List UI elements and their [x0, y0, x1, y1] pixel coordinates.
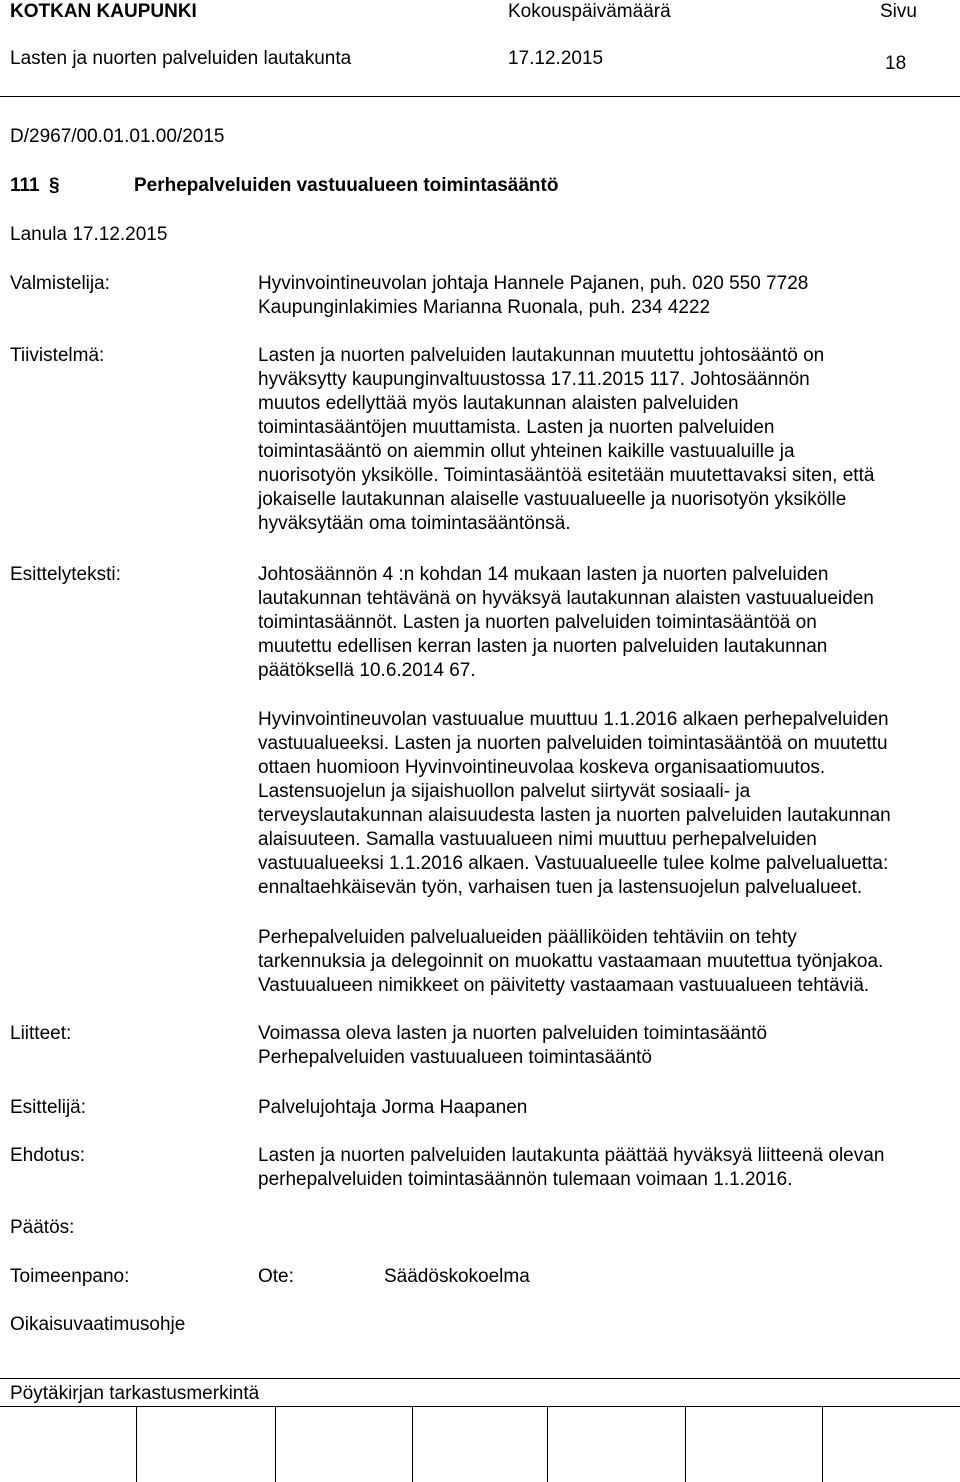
text-line: muutettu edellisen kerran lasten ja nuorten palveluiden lautakunnan — [258, 636, 828, 657]
text-line: ottaen huomioon Hyvinvointineuvolaa koskeva organisaatiomuutos. — [258, 757, 826, 778]
ote-label: Ote: — [258, 1266, 294, 1287]
signature-box-rule — [0, 1406, 960, 1407]
text-line: perhepalveluiden toimintasäännön tulemaan voimaan 1.1.2016. — [258, 1169, 793, 1190]
attachments-list — [258, 1022, 958, 1070]
oikaisuvaatimusohje: Oikaisuvaatimusohje — [10, 1314, 186, 1335]
tiivistelma-label: Tiivistelmä: — [10, 345, 105, 366]
text-line: lautakunnan tehtävänä on hyväksyä lautakunnan alaisten vastuualueiden — [258, 588, 874, 609]
item-title: Perhepalveluiden vastuualueen toimintasääntö — [134, 175, 559, 196]
valmistelija-value — [258, 272, 958, 320]
tiivistelma-text — [258, 344, 958, 536]
footer-rule — [0, 1378, 960, 1379]
liitteet-label: Liitteet: — [10, 1023, 72, 1044]
section-sign: § — [49, 175, 60, 196]
text-line: hyväksytty kaupunginvaltuustossa 17.11.2015 117. Johtosäännön — [258, 369, 810, 390]
text-line: Perhepalveluiden palvelualueiden päälliköiden tehtäviin on tehty — [258, 927, 797, 948]
attachment-item: Perhepalveluiden vastuualueen toimintasääntö — [258, 1047, 652, 1068]
text-line: Vastuualueen nimikkeet on päivitetty vastaamaan vastuualueen tehtäviä. — [258, 975, 870, 996]
valmistelija-label: Valmistelija: — [10, 273, 110, 294]
valmistelija-line: Kaupunginlakimies Marianna Ruonala, puh. 234 4222 — [258, 297, 711, 318]
text-line: vastuualueeksi. Lasten ja nuorten palveluiden toimintasääntöä on muutettu — [258, 733, 888, 754]
text-line: Lasten ja nuorten palveluiden lautakunnan muutettu johtosääntö on — [258, 345, 825, 366]
protocol-check-label: Pöytäkirjan tarkastusmerkintä — [10, 1383, 260, 1404]
text-line: toimintasääntö on aiemmin ollut yhteinen kaikille vastuualuille ja — [258, 441, 795, 462]
text-line: hyväksytään oma toimintasääntönsä. — [258, 513, 571, 534]
text-line: Hyvinvointineuvolan vastuualue muuttuu 1.1.2016 alkaen perhepalveluiden — [258, 709, 889, 730]
organization-name: KOTKAN KAUPUNKI — [10, 1, 197, 22]
text-line: terveyslautakunnan alaisuudesta lasten ja nuorten palveluiden lautakunnan — [258, 805, 891, 826]
ote-value: Säädöskokoelma — [384, 1266, 530, 1287]
text-line: nuorisotyön yksikölle. Toimintasääntöä esitetään muutettavaksi siten, että — [258, 465, 875, 486]
signature-box-divider — [547, 1406, 548, 1482]
esittely-paragraph-2 — [258, 708, 958, 900]
text-line: ennaltaehkäisevän työn, varhaisen tuen ja lastensuojelun palvelualueet. — [258, 877, 863, 898]
signature-box-divider — [412, 1406, 413, 1482]
text-line: tarkennuksia ja delegoinnit on muokattu vastaamaan muutettua työnjakoa. — [258, 951, 884, 972]
text-line: muutos edellyttää myös lautakunnan alaisten palveluiden — [258, 393, 739, 414]
meeting-date-label: Kokouspäivämäärä — [508, 1, 671, 22]
lanula-line: Lanula 17.12.2015 — [10, 224, 168, 245]
signature-box-divider — [275, 1406, 276, 1482]
ehdotus-label: Ehdotus: — [10, 1145, 85, 1166]
text-line: jokaiselle lautakunnan alaiselle vastuualueelle ja nuorisotyön yksikölle — [258, 489, 847, 510]
text-line: toimintasäännöt. Lasten ja nuorten palveluiden toimintasääntöä on — [258, 612, 817, 633]
toimeenpano-label: Toimeenpano: — [10, 1266, 130, 1287]
esittelyteksti-label: Esittelyteksti: — [10, 564, 121, 585]
text-line: vastuualueeksi 1.1.2016 alkaen. Vastuualueelle tulee kolme palvelualuetta: — [258, 853, 889, 874]
page-label: Sivu — [880, 1, 917, 22]
board-name: Lasten ja nuorten palveluiden lautakunta — [10, 48, 352, 69]
text-line: päätöksellä 10.6.2014 67. — [258, 660, 476, 681]
text-line: toimintasääntöjen muuttamista. Lasten ja nuorten palveluiden — [258, 417, 775, 438]
text-line: Lasten ja nuorten palveluiden lautakunta päättää hyväksyä liitteenä olevan — [258, 1145, 885, 1166]
diary-number: D/2967/00.01.01.00/2015 — [10, 126, 225, 147]
signature-box-divider — [822, 1406, 823, 1482]
item-number: 111 — [10, 175, 40, 196]
esittelija-label: Esittelijä: — [10, 1097, 87, 1118]
text-line: alaisuuteen. Samalla vastuualueen nimi muuttuu perhepalveluiden — [258, 829, 817, 850]
valmistelija-line: Hyvinvointineuvolan johtaja Hannele Pajanen, puh. 020 550 7728 — [258, 273, 809, 294]
header-rule — [0, 96, 960, 97]
text-line: Lastensuojelun ja sijaishuollon palvelut siirtyvät sosiaali- ja — [258, 781, 751, 802]
signature-box-divider — [136, 1406, 137, 1482]
esittely-paragraph-3 — [258, 926, 958, 998]
attachment-item: Voimassa oleva lasten ja nuorten palveluiden toimintasääntö — [258, 1023, 768, 1044]
page-number: 18 — [885, 53, 907, 74]
paatos-label: Päätös: — [10, 1217, 75, 1238]
signature-box-divider — [685, 1406, 686, 1482]
meeting-date: 17.12.2015 — [508, 48, 604, 69]
ehdotus-text — [258, 1144, 958, 1192]
text-line: Johtosäännön 4 :n kohdan 14 mukaan lasten ja nuorten palveluiden — [258, 564, 829, 585]
esittely-paragraph-1 — [258, 563, 958, 683]
esittelija-value: Palvelujohtaja Jorma Haapanen — [258, 1097, 528, 1118]
